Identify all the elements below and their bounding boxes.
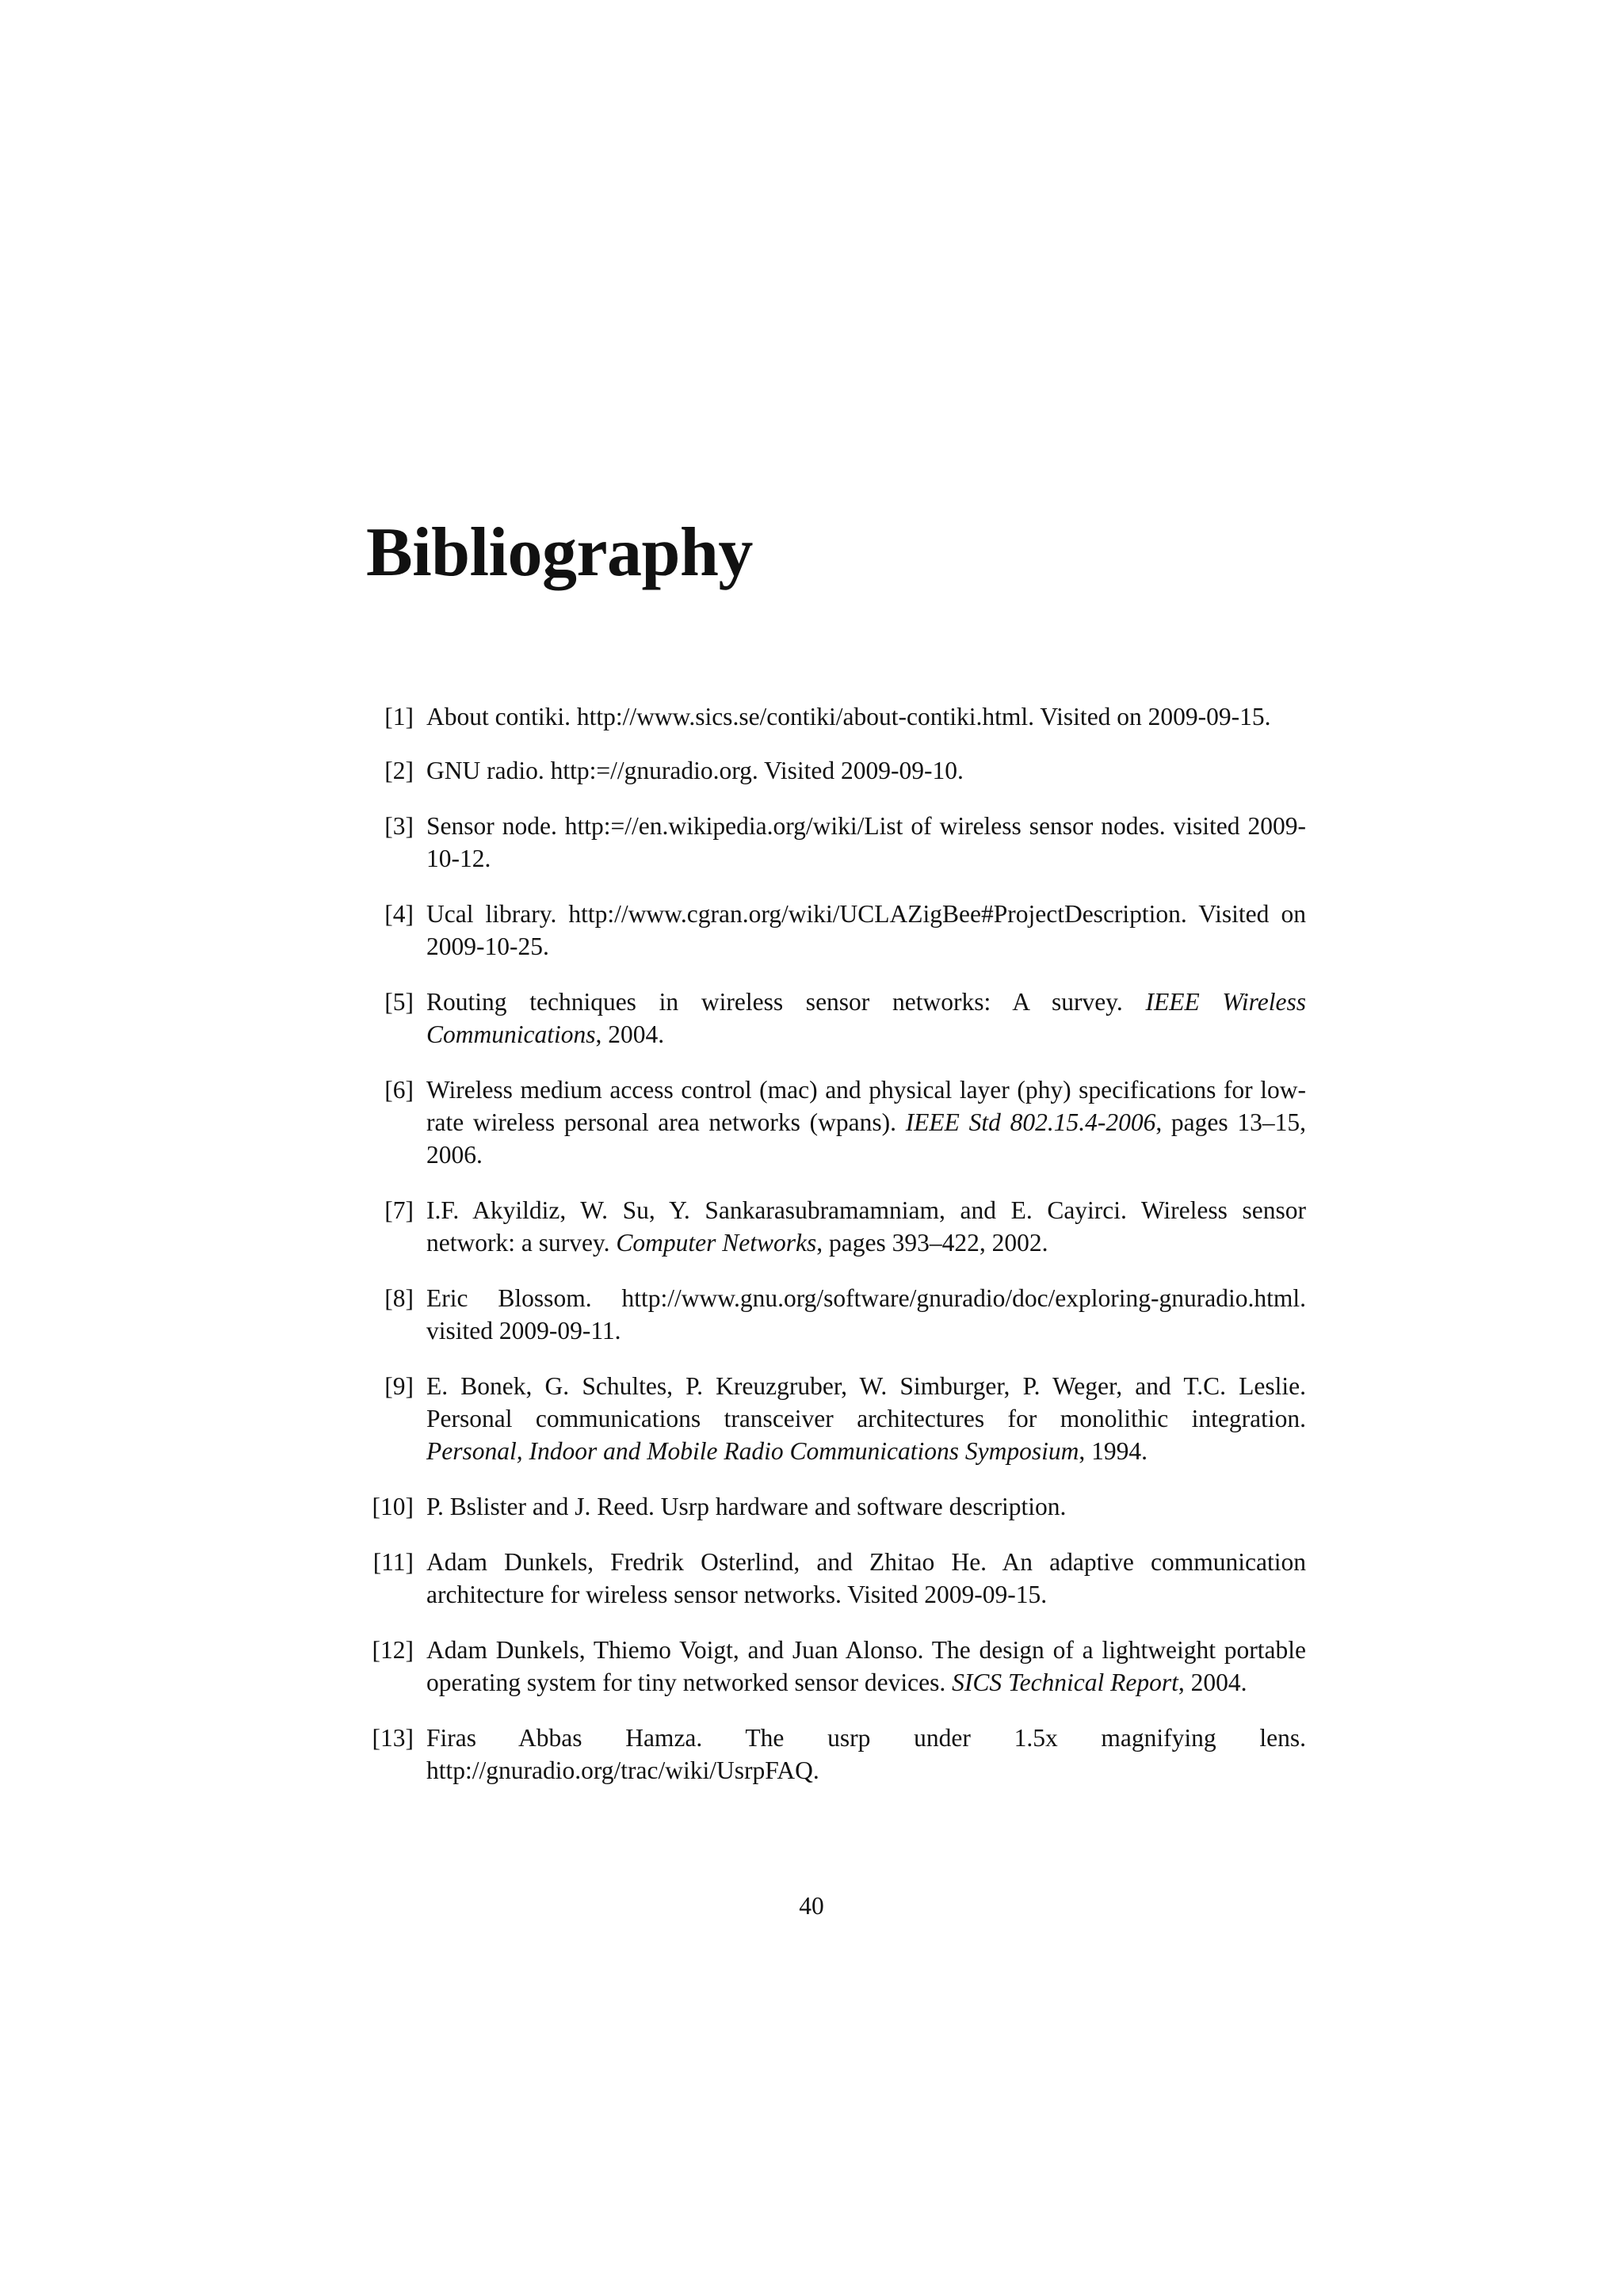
- reference-item: [366, 1282, 1306, 1347]
- reference-text: Wireless medium access control (mac) and physical layer (phy) specifications for low-rate wireless personal area networks (wpans). IEEE Std 802.15.4-2006, pages 13–15, 2006.: [426, 1076, 1306, 1169]
- reference-item: [366, 1074, 1306, 1171]
- reference-list: [366, 700, 1306, 1787]
- reference-text: E. Bonek, G. Schultes, P. Kreuzgruber, W. Simburger, P. Weger, and T.C. Leslie. Personal communications transceiver architectures for monolithic integration. Personal, Indoor and Mobile Radio Communications Symposium, 1994.: [426, 1372, 1306, 1465]
- reference-number: [12]: [372, 1636, 414, 1664]
- reference-item: [366, 700, 1306, 733]
- reference-number: [4]: [384, 900, 414, 928]
- reference-text: Adam Dunkels, Thiemo Voigt, and Juan Alonso. The design of a lightweight portable operating system for tiny networked sensor devices. SICS Technical Report, 2004.: [426, 1636, 1306, 1696]
- reference-text: Routing techniques in wireless sensor networks: A survey. IEEE Wireless Communications, 2004.: [426, 988, 1306, 1048]
- reference-item: [366, 986, 1306, 1051]
- reference-item: [366, 1546, 1306, 1611]
- reference-number: [5]: [384, 988, 414, 1016]
- page-number: 40: [799, 1892, 824, 1920]
- reference-number: [3]: [384, 812, 414, 840]
- page-title: Bibliography: [366, 514, 753, 591]
- reference-text: P. Bslister and J. Reed. Usrp hardware and software description.: [426, 1493, 1067, 1520]
- reference-text: I.F. Akyildiz, W. Su, Y. Sankarasubramamniam, and E. Cayirci. Wireless sensor network: a survey. Computer Networks, pages 393–422, 2002.: [426, 1196, 1306, 1257]
- reference-item: [366, 1722, 1306, 1787]
- reference-text: Eric Blossom. http://www.gnu.org/software/gnuradio/doc/exploring-gnuradio.html. visited 2009-09-11.: [426, 1284, 1306, 1344]
- reference-number: [11]: [372, 1548, 414, 1576]
- reference-number: [1]: [384, 703, 414, 730]
- reference-number: [2]: [384, 757, 414, 784]
- reference-number: [8]: [384, 1284, 414, 1312]
- reference-number: [13]: [372, 1724, 414, 1752]
- reference-number: [6]: [384, 1076, 414, 1104]
- reference-text: Sensor node. http:=//en.wikipedia.org/wiki/List of wireless sensor nodes. visited 2009-10-12.: [426, 812, 1306, 872]
- reference-item: [366, 1634, 1306, 1699]
- reference-number: [7]: [384, 1196, 414, 1224]
- reference-number: [10]: [372, 1493, 414, 1520]
- reference-item: [366, 1194, 1306, 1259]
- reference-text: Ucal library. http://www.cgran.org/wiki/UCLAZigBee#ProjectDescription. Visited on 2009-10-25.: [426, 900, 1306, 960]
- reference-item: [366, 898, 1306, 963]
- reference-number: [9]: [384, 1372, 414, 1400]
- reference-text: Adam Dunkels, Fredrik Osterlind, and Zhitao He. An adaptive communication architecture for wireless sensor networks. Visited 2009-09-15.: [426, 1548, 1306, 1608]
- reference-text: GNU radio. http:=//gnuradio.org. Visited 2009-09-10.: [426, 757, 964, 784]
- reference-item: [366, 1490, 1306, 1523]
- reference-item: [366, 1370, 1306, 1467]
- reference-text: Firas Abbas Hamza. The usrp under 1.5x magnifying lens. http://gnuradio.org/trac/wiki/UsrpFAQ.: [426, 1724, 1306, 1784]
- reference-item: [366, 810, 1306, 875]
- reference-item: [366, 754, 1306, 787]
- reference-text: About contiki. http://www.sics.se/contiki/about-contiki.html. Visited on 2009-09-15.: [426, 703, 1271, 730]
